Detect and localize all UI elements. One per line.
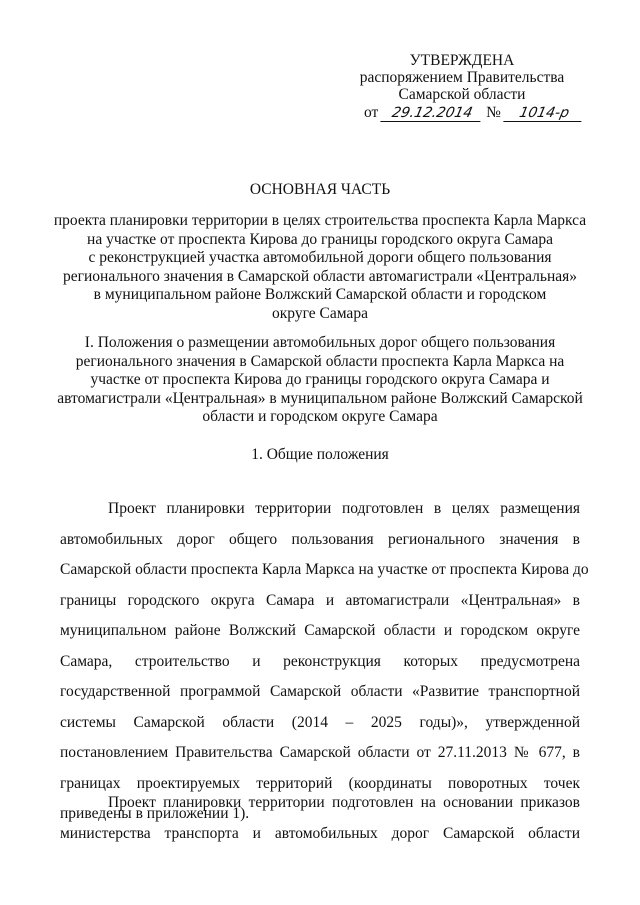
document-title: ОСНОВНАЯ ЧАСТЬ	[249, 181, 391, 198]
paragraph-line: постановлением Правительства Самарской области от 27.11.2013 № 677, в	[60, 744, 580, 761]
paragraph-2	[60, 794, 580, 855]
paragraph-line: Самарской области проспекта Карла Маркса на участке от проспекта Кирова до	[60, 561, 589, 578]
approval-authority: распоряжением Правительства	[359, 69, 565, 86]
paragraph-line: автомобильных дорог общего пользования регионального значения в	[60, 530, 580, 548]
section-line: I. Положения о размещении автомобильных дорог общего пользования	[84, 334, 556, 351]
section-line: участке от проспекта Кирова до границы городского округа Самара и	[90, 371, 550, 388]
paragraph-line: Самара, строительство и реконструкция которых предусмотрена	[60, 652, 580, 670]
section-line: автомагистрали «Центральная» в муниципальном районе Волжский Самарской	[57, 389, 583, 407]
date-prefix: от	[364, 104, 379, 121]
paragraph-line: системы Самарской области (2014 – 2025 годы)», утвержденной	[60, 713, 580, 731]
subtitle-line: регионального значения в Самарской области автомагистрали «Центральная»	[63, 267, 577, 285]
approval-region: Самарской области	[398, 86, 526, 103]
paragraph-line: Проект планировки территории подготовлен в целях размещения	[108, 500, 580, 517]
paragraph-line: границы городского округа Самара и автомагистрали «Центральная» в	[60, 591, 580, 609]
subtitle-line: проекта планировки территории в целях строительства проспекта Карла Маркса	[53, 212, 587, 229]
approval-block	[352, 52, 572, 122]
handwritten-number: 1014-р	[503, 106, 584, 122]
subtitle-line: округе Самара	[272, 304, 368, 322]
section-title	[40, 334, 600, 427]
paragraph-1	[60, 500, 589, 836]
paragraph-line: муниципальном районе Волжский Самарской области и городском округе	[60, 622, 580, 639]
subtitle-line: на участке от проспекта Кирова до границы городского округа Самара	[87, 230, 553, 248]
handwritten-date: 29.12.2014	[381, 106, 484, 122]
paragraph-line: государственной программой Самарской области «Развитие транспортной	[60, 683, 580, 700]
section-line: регионального значения в Самарской области проспекта Карла Маркса на	[75, 352, 565, 370]
paragraph-line: Проект планировки территории подготовлен на основании приказов	[108, 794, 580, 811]
document-subtitle	[40, 212, 600, 323]
paragraph-line: границах проектируемых территорий (координаты поворотных точек	[60, 774, 580, 792]
subtitle-line: с реконструкцией участка автомобильной дороги общего пользования	[88, 249, 552, 266]
approval-date-line	[364, 104, 572, 122]
number-prefix: №	[486, 104, 501, 121]
approval-title: УТВЕРЖДЕНА	[409, 52, 515, 69]
subsection-heading: 1. Общие положения	[251, 446, 389, 463]
paragraph-line: министерства транспорта и автомобильных дорог Самарской области	[60, 824, 580, 842]
section-line: области и городском округе Самара	[202, 408, 438, 425]
subtitle-line: в муниципальном районе Волжский Самарской области и городском	[93, 286, 547, 303]
paragraph-line: приведены в приложении 1).	[60, 805, 250, 822]
